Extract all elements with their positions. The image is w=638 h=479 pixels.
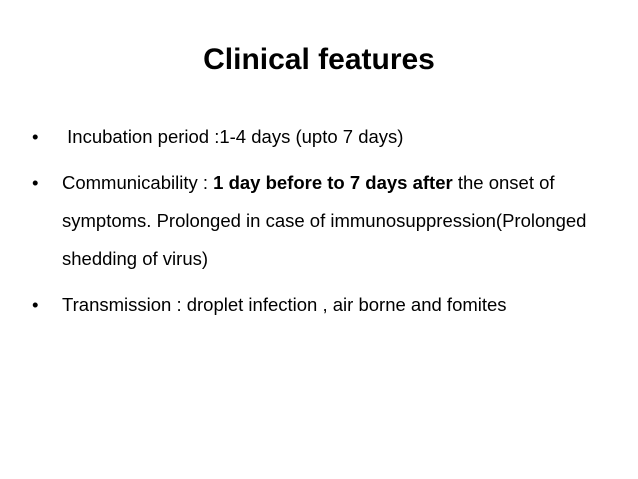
bullet-dot-icon: • <box>32 172 39 193</box>
bullet-dot-icon: • <box>32 126 39 147</box>
bullet-transmission <box>32 286 612 324</box>
slide-title: Clinical features <box>203 43 435 76</box>
bullet-bold-text: 1 day before to 7 days after <box>213 172 453 193</box>
bullet-suffix-text: the onset of symptoms. Prolonged in case of immunosuppression(Prolonged shedding of virus) <box>62 172 587 269</box>
bullet-text: Incubation period :1-4 days (upto 7 days) <box>62 126 404 147</box>
bullet-communicability <box>32 164 612 278</box>
bullet-text: Transmission : droplet infection , air borne and fomites <box>62 294 507 315</box>
bullet-prefix-text: Communicability : <box>62 172 214 193</box>
bullet-dot-icon: • <box>32 294 39 315</box>
bullet-list <box>32 118 612 332</box>
bullet-incubation <box>32 118 612 156</box>
